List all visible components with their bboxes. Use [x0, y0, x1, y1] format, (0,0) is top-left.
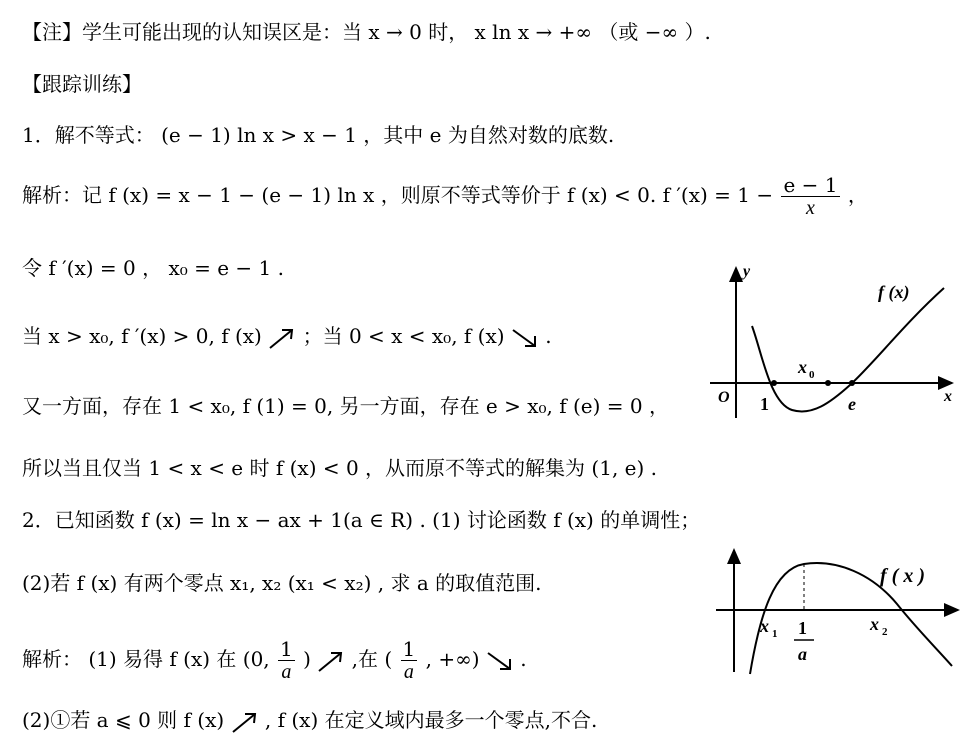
decreasing-arrow-icon	[511, 326, 539, 350]
solution-1-line3	[22, 324, 552, 350]
one-label: 1	[760, 394, 769, 414]
frac-numerator: 1	[798, 618, 807, 638]
solution-2-line1	[22, 638, 527, 683]
decreasing-text: ；当 0 < x < x₀, f (x)	[302, 324, 505, 348]
graph-f-x-problem-2	[712, 544, 964, 684]
problem-2: 2．已知函数 f (x) = ln x − ax + 1(a ∈ R) . (1) 讨论函数 f (x) 的单调性；	[22, 508, 701, 532]
curve-label: f ( x )	[880, 565, 925, 587]
problem-1: 1．解不等式： (e − 1) ln x > x − 1 ，其中 e 为自然对数的底数.	[22, 123, 615, 147]
fraction-denominator: a	[281, 661, 292, 683]
solution-2-text: 解析： (1) 易得 f (x) 在 (0,	[22, 647, 270, 671]
fraction-denominator: a	[403, 661, 414, 683]
solution-1-conclusion: 所以当且仅当 1 < x < e 时 f (x) < 0 ，从而原不等式的解集为 (1, e) .	[22, 456, 658, 480]
interval-text: ,在 (	[351, 647, 393, 671]
x0-label: x	[798, 357, 807, 377]
case-conclusion: , f (x) 在定义域内最多一个零点,不合.	[264, 708, 598, 732]
note-line: 【注】学生可能出现的认知误区是：当 x → 0 时， x ln x → +∞ （或 −∞ ）.	[22, 20, 711, 44]
fraction-1-over-a	[278, 638, 295, 683]
y-axis-arrow-icon	[727, 548, 741, 564]
solution-2-line2	[22, 708, 597, 734]
frac-denominator: a	[798, 644, 807, 664]
section-heading: 【跟踪训练】	[22, 72, 142, 96]
function-curve	[752, 288, 944, 411]
x1-subscript: 1	[772, 628, 778, 640]
point-1	[771, 380, 777, 386]
y-axis-label: y	[743, 263, 751, 280]
fraction-numerator: 1	[280, 637, 293, 661]
point-x0	[825, 380, 831, 386]
solution-1-tail: ，	[847, 183, 868, 207]
interval-infinity: , +∞)	[425, 647, 480, 671]
e-label: e	[848, 394, 856, 414]
increasing-arrow-icon	[317, 649, 345, 673]
fraction-e-minus-1-over-x	[781, 174, 839, 219]
increasing-arrow-icon	[231, 710, 259, 734]
x2-subscript: 2	[882, 626, 888, 638]
interval-close: )	[303, 647, 311, 671]
fraction-denominator: x	[806, 197, 815, 219]
increasing-text: 当 x > x₀, f ′(x) > 0, f (x)	[22, 324, 262, 348]
y-axis-arrow-icon	[729, 266, 743, 282]
x2-label: x	[870, 614, 879, 634]
x1-label: x	[760, 616, 769, 636]
problem-2-part2: (2)若 f (x) 有两个零点 x₁, x₂ (x₁ < x₂) , 求 a 的取值范围.	[22, 571, 542, 595]
solution-1-line4: 又一方面，存在 1 < x₀, f (1) = 0, 另一方面，存在 e > x₀, f (e) = 0 ，	[22, 394, 670, 418]
increasing-arrow-icon	[268, 326, 296, 350]
period: .	[545, 324, 552, 348]
case-text: (2)①若 a ⩽ 0 则 f (x)	[22, 708, 225, 732]
solution-1-text: 解析：记 f (x) = x − 1 − (e − 1) ln x ，则原不等式等价于 f (x) < 0. f ′(x) = 1 −	[22, 183, 774, 207]
x0-subscript: 0	[809, 369, 815, 381]
period: .	[520, 647, 527, 671]
fraction-numerator: e − 1	[783, 173, 838, 197]
solution-1-line1	[22, 174, 868, 219]
fraction-1-over-a	[401, 638, 418, 683]
point-e	[849, 380, 855, 386]
graph-f-x-problem-1	[700, 258, 962, 428]
curve-label: f (x)	[878, 282, 910, 302]
x-axis-label: x	[944, 388, 952, 405]
decreasing-arrow-icon	[486, 649, 514, 673]
origin-label: O	[718, 389, 730, 406]
x-axis-arrow-icon	[944, 603, 960, 617]
solution-1-line2: 令 f ′(x) = 0 ， x₀ = e − 1 .	[22, 256, 284, 280]
fraction-numerator: 1	[402, 637, 416, 661]
